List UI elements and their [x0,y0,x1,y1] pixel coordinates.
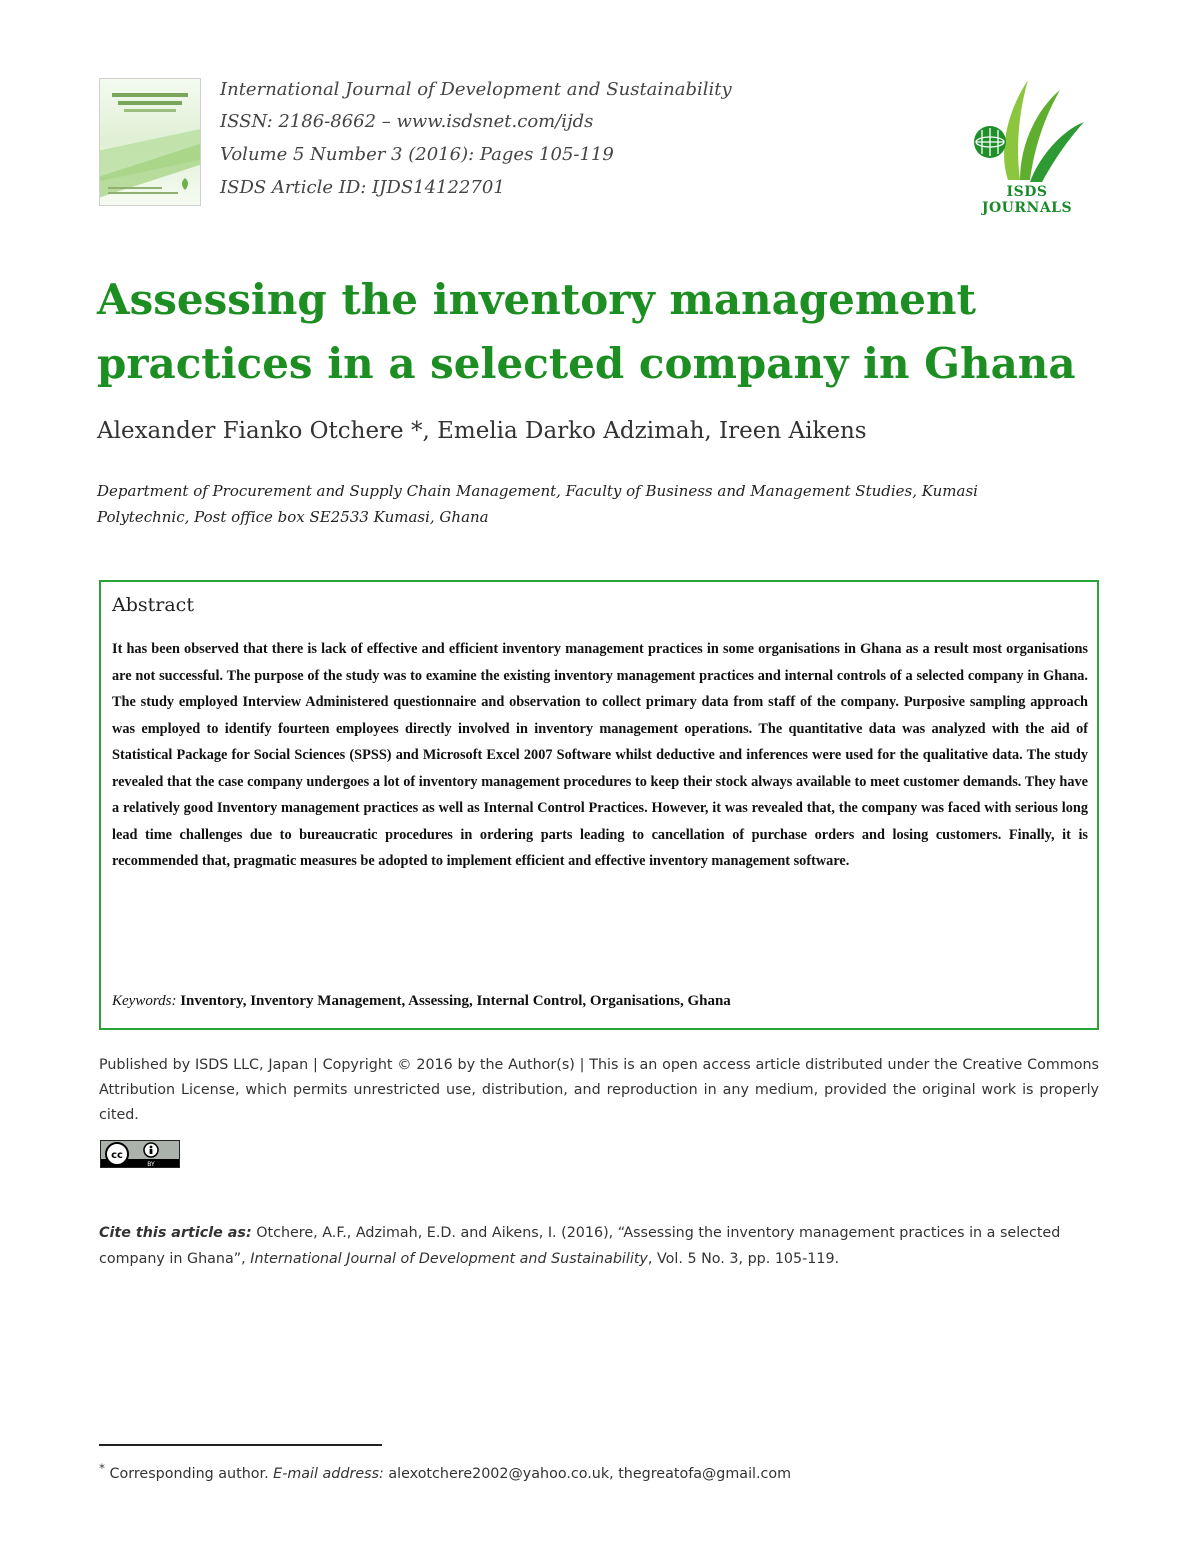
author-list: Alexander Fianko Otchere *, Emelia Darko Adzimah, Ireen Aikens [97,418,867,444]
citation [99,1220,1099,1272]
abstract-body: It has been observed that there is lack of effective and efficient inventory management practices in some organisations in Ghana as a result most organisations are not successful. The purpose of the study was to examine the existing inventory management practices and internal controls of a selected company in Ghana. The study employed Interview Administered questionnaire and observation to collect primary data from staff of the company. Purposive sampling approach was employed to identify fourteen employees directly involved in inventory management operations. The quantitative data was analyzed with the aid of Statistical Package for Social Sciences (SPSS) and Microsoft Excel 2007 Software whilst deductive and inferences were used for the qualitative data. The study revealed that the case company undergoes a lot of inventory management procedures to keep their stock always available to meet customer demands. They have a relatively good Inventory management practices as well as Internal Control Practices. However, it was revealed that, the company was faced with serious long lead time challenges due to bureaucratic procedures in ordering parts leading to cancellation of purchase orders and losing customers. Finally, it is recommended that, pragmatic measures be adopted to implement efficient and effective inventory management software. [112,641,1088,869]
journal-cover-thumbnail [99,78,201,206]
footnote-divider [99,1444,382,1446]
journal-name: International Journal of Development and Sustainability [220,79,732,100]
keywords [112,993,1088,1010]
keywords-list: Inventory, Inventory Management, Assessing, Internal Control, Organisations, Ghana [180,993,731,1009]
email-addresses[interactable]: alexotchere2002@yahoo.co.uk, thegreatofa@gmail.com [388,1465,792,1482]
cc-by-icon[interactable] [100,1140,180,1168]
citation-label: Cite this article as: [99,1225,252,1241]
by-text: BY [147,1161,155,1167]
title-line-1: Assessing the inventory management [97,275,976,324]
isds-logo-text: ISDS JOURNALS [981,184,1073,216]
cover-leaf-icon [178,177,192,191]
journal-volume: Volume 5 Number 3 (2016): Pages 105-119 [220,144,614,165]
citation-volume: , Vol. 5 No. 3, pp. 105-119. [647,1251,840,1267]
footnote [99,1461,791,1482]
citation-text: Otchere, A.F., Adzimah, E.D. and Aikens, I. (2016), “Assessing the inventory management practices in a selected company in Ghana”, [99,1225,1061,1267]
cc-text: cc [111,1150,123,1161]
keywords-label: Keywords: [112,993,177,1009]
affiliation-line-2: Polytechnic, Post office box SE2533 Kumasi, Ghana [97,508,489,526]
affiliation-line-1: Department of Procurement and Supply Chain Management, Faculty of Business and Management Studies, Kumasi [97,482,978,500]
journal-article-id: ISDS Article ID: IJDS14122701 [220,177,505,198]
affiliation [97,478,1097,530]
footnote-text: Corresponding author. [109,1465,269,1482]
article-title [97,268,1107,396]
abstract-heading: Abstract [112,594,194,616]
email-label: E-mail address: [273,1465,384,1482]
license-statement: Published by ISDS LLC, Japan | Copyright © 2016 by the Author(s) | This is an open access article distributed under the Creative Commons Attribution License, which permits unrestricted use, distribution, and reproduction in any medium, provided the original work is properly cited. [99,1057,1099,1123]
title-line-2: practices in a selected company in Ghana [97,339,1076,388]
citation-journal: International Journal of Development and Sustainability [250,1251,648,1267]
journal-issn: ISSN: 2186-8662 – www.isdsnet.com/ijds [220,111,594,132]
footnote-marker: * [99,1461,105,1475]
